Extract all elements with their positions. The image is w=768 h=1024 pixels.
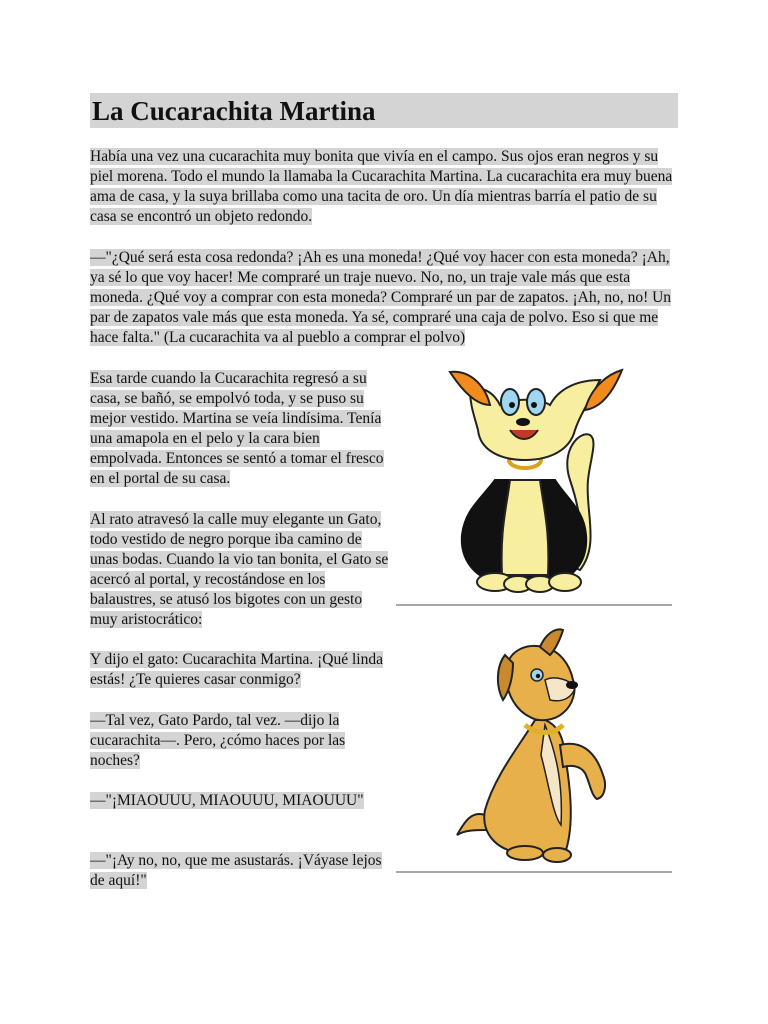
paragraph-cucarachita-reply xyxy=(90,711,390,771)
paragraph-evening-text: Esa tarde cuando la Cucarachita regresó a su casa, se bañó, se empolvó toda, y se puso su mejor vestido. Martina se veía lindísima. Tenía una amapola en el pelo y la cara bien empolvada. Entonces se sentó a tomar el fresco en el portal de su casa. xyxy=(90,370,384,487)
paragraph-cat-arrives-text: Al rato atravesó la calle muy elegante un Gato, todo vestido de negro porque iba camino de unas bodas. Cuando la vio tan bonita, el Gato se acercó al portal, y recostándose en los balaustres, se atusó los bigotes con un gesto muy aristocrático: xyxy=(90,511,389,628)
page-title: La Cucarachita Martina xyxy=(90,93,678,128)
paragraph-coin-text: —"¿Qué será esta cosa redonda? ¡Ah es una moneda! ¿Qué voy hacer con esta moneda? ¡Ah, ya sé lo que voy hacer! Me compraré un traje nuevo. No, no, un traje vale más que esta moneda. ¿Qué voy a comprar con esta moneda? Compraré un par de zapatos. ¡Ah, no, no! Un par de zapatos vale más que esta moneda. Ya sé, compraré una caja de polvo. Eso si que me hace falta." (La cucarachita va al pueblo a comprar el polvo) xyxy=(90,249,672,346)
image-divider-1 xyxy=(396,604,672,606)
paragraph-cucarachita-rejects xyxy=(90,851,390,891)
paragraph-cat-meow-text: —"¡MIAOUUU, MIAOUUU, MIAOUUU" xyxy=(90,792,364,809)
dog-illustration xyxy=(445,625,620,865)
cat-illustration xyxy=(440,360,630,600)
paragraph-cat-proposal xyxy=(90,650,390,690)
paragraph-intro-text: Había una vez una cucarachita muy bonita que vivía en el campo. Sus ojos eran negros y su piel morena. Todo el mundo la llamaba la Cucarachita Martina. La cucarachita era muy buena ama de casa, y la suya brillaba como una tacita de oro. Un día mientras barría el patio de su casa se encontró un objeto redondo. xyxy=(90,148,673,225)
cat-icon xyxy=(440,360,630,600)
paragraph-cucarachita-reply-text: —Tal vez, Gato Pardo, tal vez. —dijo la cucarachita—. Pero, ¿cómo haces por las noches? xyxy=(90,712,346,769)
paragraph-coin xyxy=(90,248,680,348)
paragraph-cat-meow xyxy=(90,791,390,811)
dog-icon xyxy=(445,625,620,865)
paragraph-evening xyxy=(90,369,390,489)
paragraph-cat-proposal-text: Y dijo el gato: Cucarachita Martina. ¡Qué linda estás! ¿Te quieres casar conmigo? xyxy=(90,651,383,688)
paragraph-intro xyxy=(90,147,680,227)
paragraph-cat-arrives xyxy=(90,510,390,630)
paragraph-cucarachita-rejects-text: —"¡Ay no, no, que me asustarás. ¡Váyase lejos de aquí!" xyxy=(90,852,382,889)
image-divider-2 xyxy=(396,871,672,873)
